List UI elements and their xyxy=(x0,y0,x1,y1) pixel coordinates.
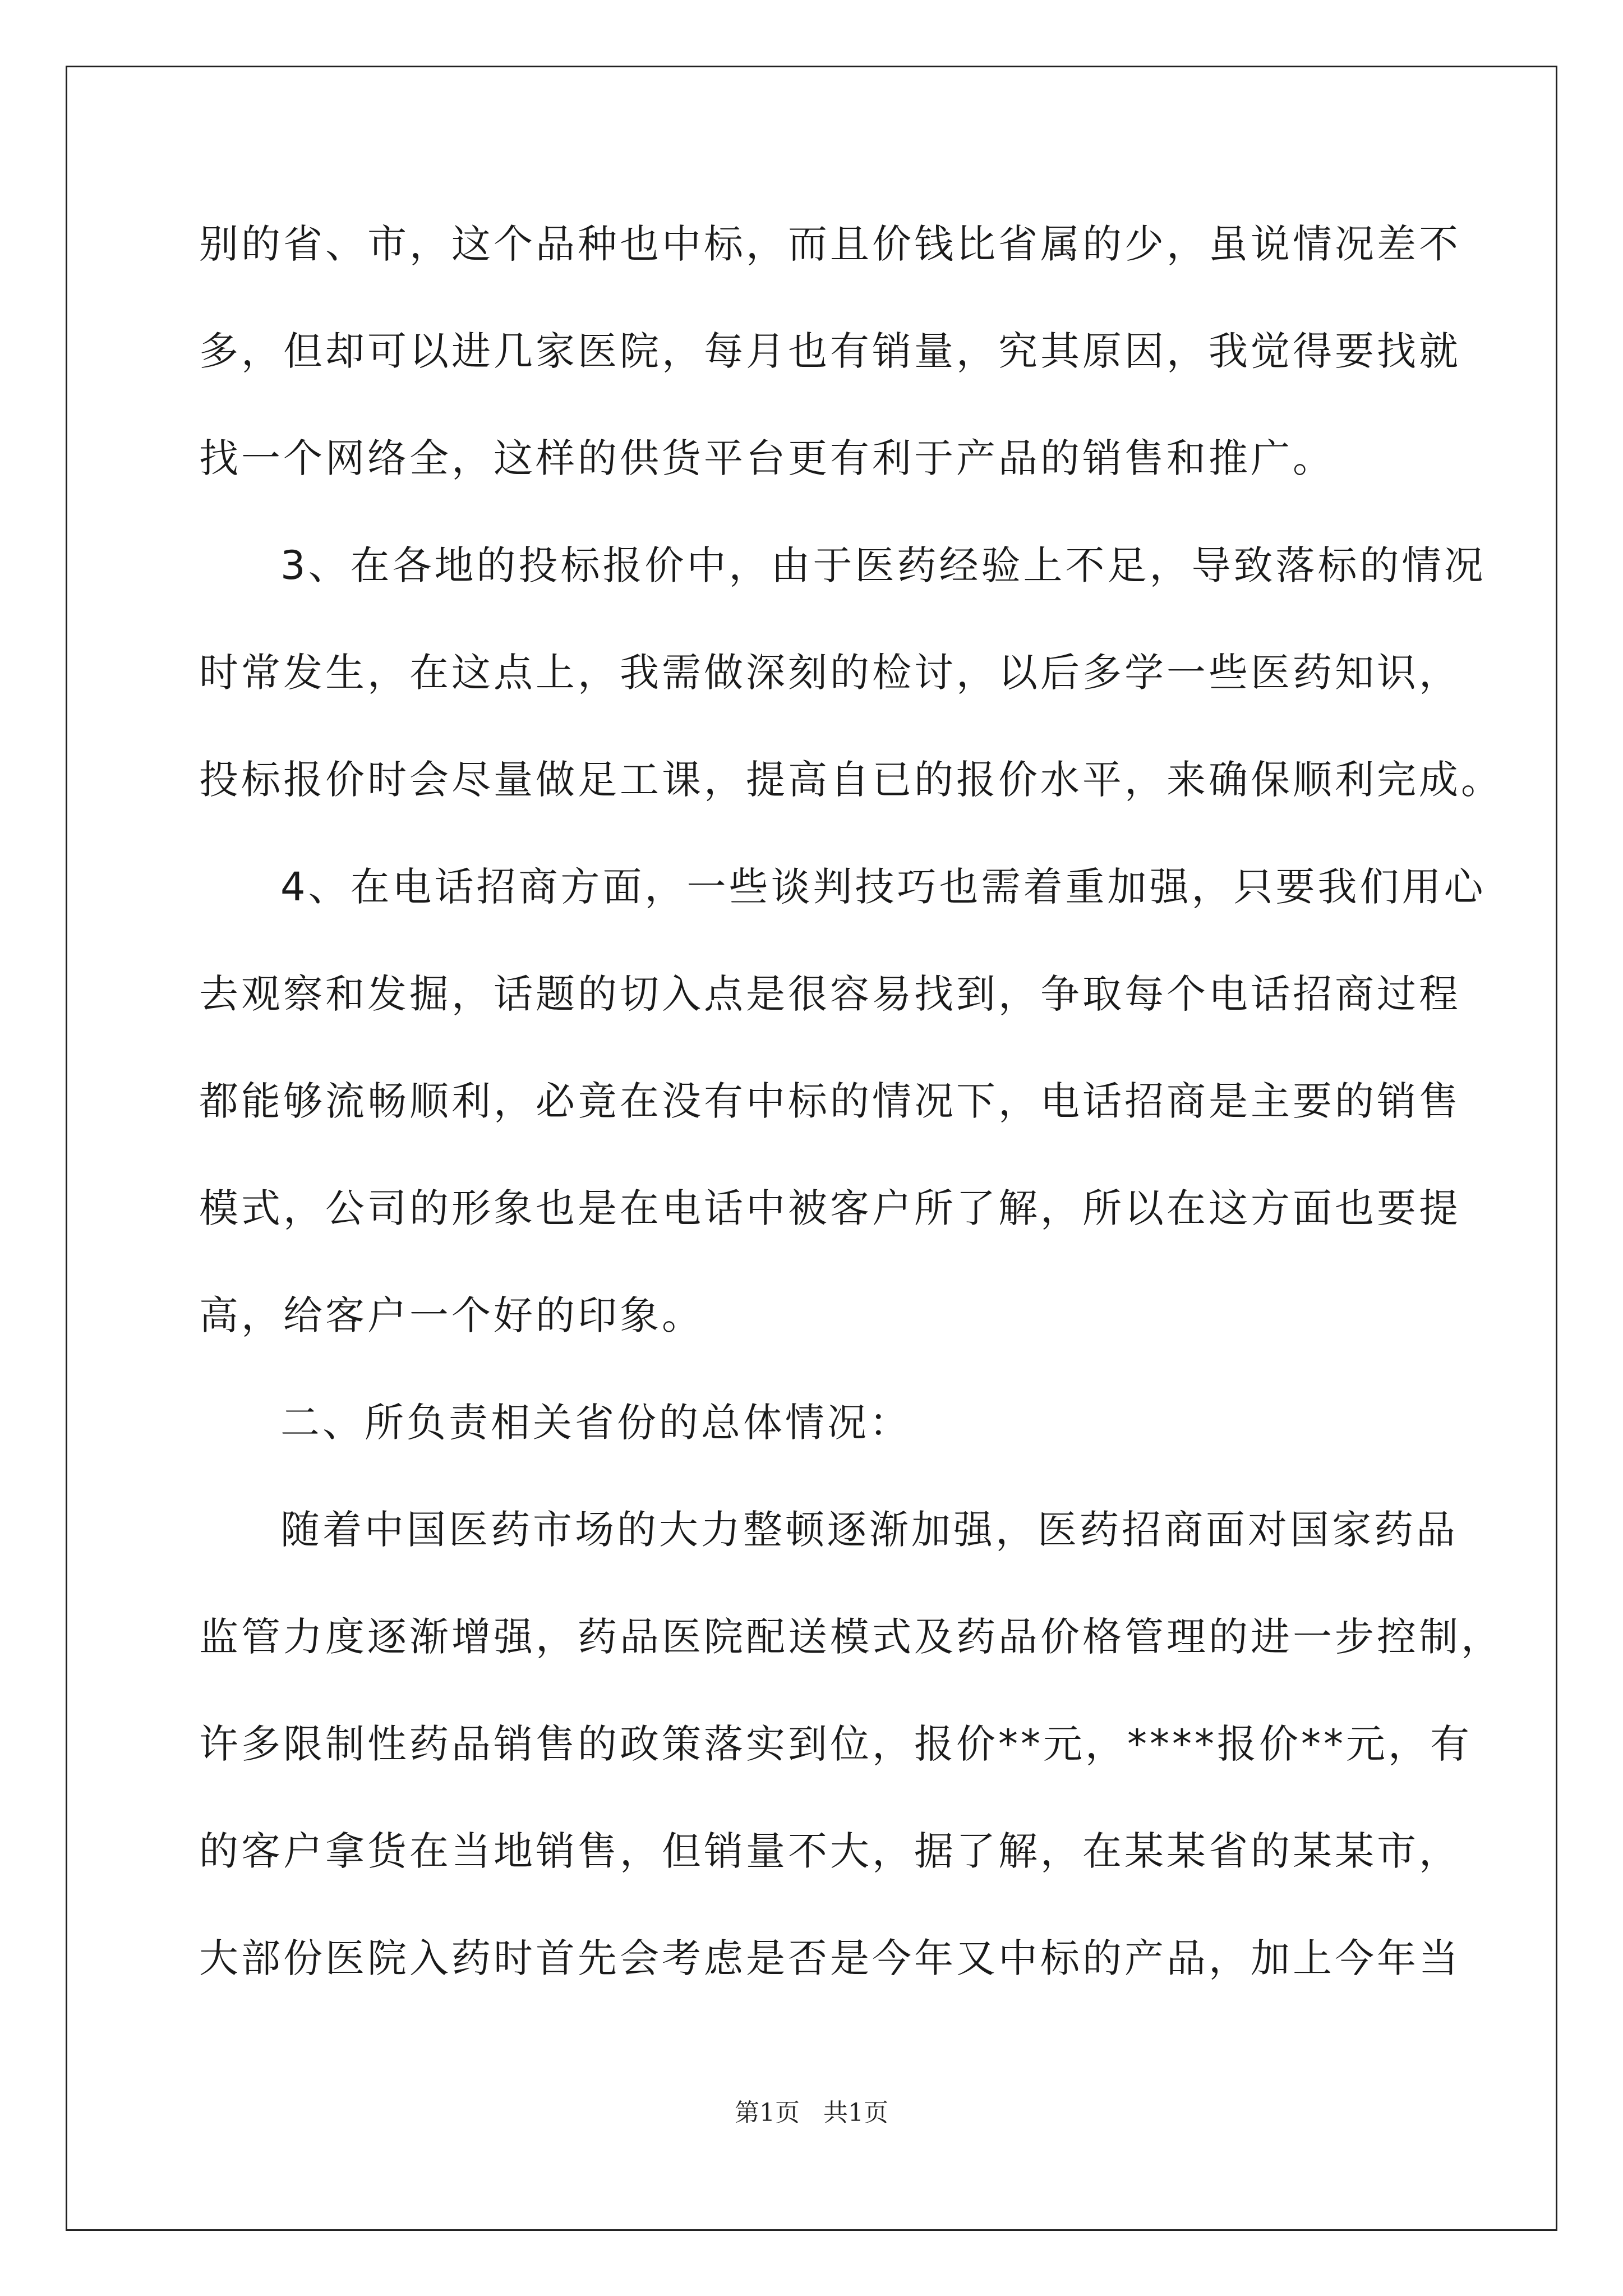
text-line: 模式，公司的形象也是在电话中被客户所了解，所以在这方面也要提 xyxy=(199,1185,1461,1231)
page-footer: 第1页 共1页 xyxy=(735,2099,888,2127)
text-line: 高，给客户一个好的印象。 xyxy=(199,1292,704,1338)
text-line: 找一个网络全，这样的供货平台更有利于产品的销售和推广。 xyxy=(199,435,1335,481)
text-line: 投标报价时会尽量做足工课，提高自已的报价水平，来确保顺利完成。 xyxy=(199,757,1503,803)
text-line: 的客户拿货在当地销售，但销量不大，据了解，在某某省的某某市， xyxy=(199,1828,1461,1874)
text-line: 二、所负责相关省份的总体情况： xyxy=(280,1400,911,1446)
document-body xyxy=(199,213,1503,2035)
text-line: 都能够流畅顺利，必竟在没有中标的情况下，电话招商是主要的销售 xyxy=(199,1078,1461,1124)
text-line: 去观察和发掘，话题的切入点是很容易找到，争取每个电话招商过程 xyxy=(199,971,1461,1017)
text-line: 监管力度逐渐增强，药品医院配送模式及药品价格管理的进一步控制， xyxy=(199,1614,1503,1660)
text-line: 随着中国医药市场的大力整顿逐渐加强，医药招商面对国家药品 xyxy=(280,1507,1458,1553)
text-line: 大部份医院入药时首先会考虑是否是今年又中标的产品，加上今年当 xyxy=(199,1935,1461,1981)
text-line: 时常发生，在这点上，我需做深刻的检讨，以后多学一些医药知识， xyxy=(199,650,1461,696)
text-line: 多，但却可以进几家医院，每月也有销量，究其原因，我觉得要找就 xyxy=(199,328,1461,374)
text-line: 4、在电话招商方面，一些谈判技巧也需着重加强，只要我们用心 xyxy=(280,864,1486,910)
text-line: 许多限制性药品销售的政策落实到位，报价**元，****报价**元，有 xyxy=(199,1721,1472,1767)
text-line: 别的省、市，这个品种也中标，而且价钱比省属的少，虽说情况差不 xyxy=(199,221,1461,267)
text-line: 3、在各地的投标报价中，由于医药经验上不足，导致落标的情况 xyxy=(280,542,1486,588)
